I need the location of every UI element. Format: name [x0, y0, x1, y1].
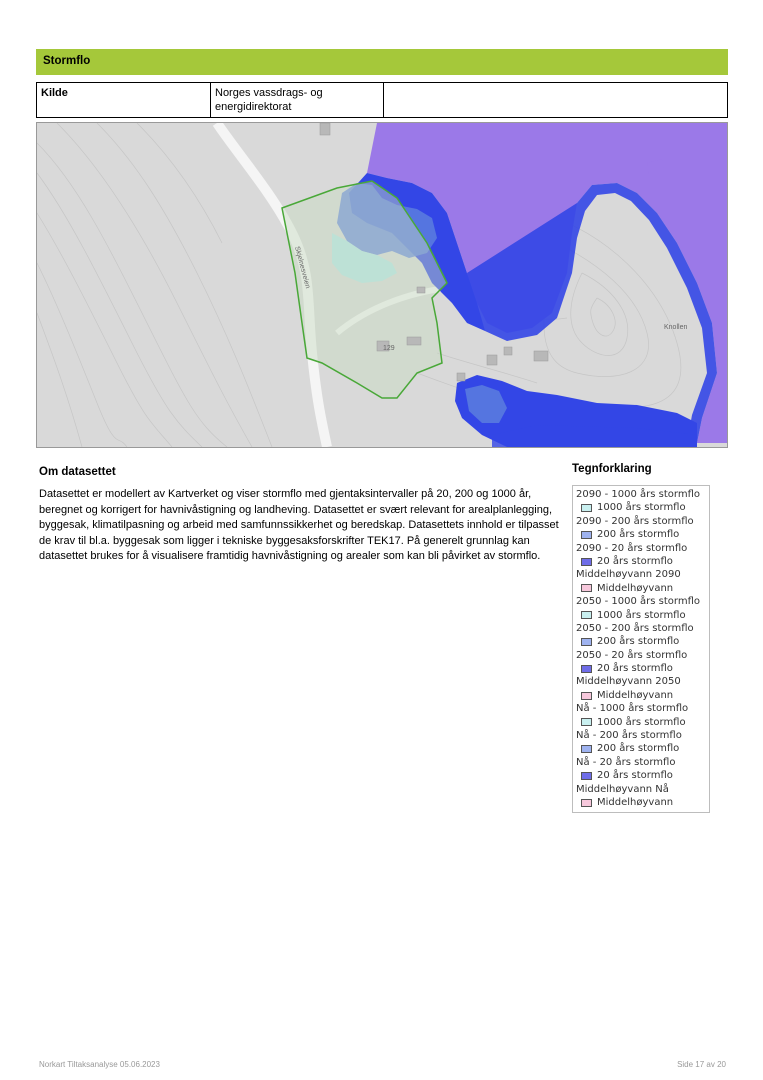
about-text: Datasettet er modellert av Kartverket og viser stormflo med gjentaksintervaller på 20, 200 og 1000 år, beregnet og korrigert for havnivåstigning og landheving. Datasettet er svært relevant for arealplanlegging, byggesak, klimatilpasning og arbeid med samfunnssikkerhet og beredskap. Datasettets innhold er tilpasset de krav til bl.a. byggesak som ligger i tekniske byggesaksforskrifter TEK17. På generelt grunnlag kan datasettet brukes for å visualisere framtidig havnivåstigning og arealer som kan bli påvirket av stormflo.	[39, 488, 559, 562]
legend-swatch	[581, 718, 592, 726]
legend-item-label: 200 års stormflo	[597, 636, 680, 648]
legend-group-header: Middelhøyvann 2090	[576, 569, 681, 581]
source-table	[36, 82, 728, 118]
legend-swatch	[581, 531, 592, 539]
legend-item-label: 1000 års stormflo	[597, 502, 686, 514]
legend-item	[576, 742, 709, 755]
legend-item-label: Middelhøyvann	[597, 582, 674, 594]
legend-item-label: 20 års stormflo	[597, 663, 673, 675]
place-label: Knollen	[664, 324, 688, 331]
legend-swatch	[581, 745, 592, 753]
source-extra	[384, 83, 727, 117]
road-label: Skjelnesveien	[293, 245, 312, 290]
legend-group-header: Nå - 20 års stormflo	[576, 756, 676, 768]
legend-group-header: 2090 - 1000 års stormflo	[576, 489, 701, 500]
source-value-line1: Norges vassdrags- og	[215, 87, 323, 99]
legend-group-header: Nå - 200 års stormflo	[576, 730, 682, 742]
legend-swatch	[581, 504, 592, 512]
legend-item	[576, 582, 709, 595]
legend-group-header: Middelhøyvann 2050	[576, 676, 681, 688]
legend-item-label: 1000 års stormflo	[597, 609, 686, 621]
legend-swatch	[581, 799, 592, 807]
legend-item-label: 200 års stormflo	[597, 529, 680, 541]
legend-group-header: Middelhøyvann Nå	[576, 783, 669, 795]
legend-swatch	[581, 665, 592, 673]
footer-left: Norkart Tiltaksanalyse 05.06.2023	[39, 1060, 160, 1069]
source-value-line2: energidirektorat	[215, 101, 292, 113]
map-canvas	[37, 123, 727, 447]
legend-group-header: 2050 - 200 års stormflo	[576, 622, 694, 634]
legend-item-label: 1000 års stormflo	[597, 716, 686, 728]
legend-item	[576, 689, 709, 702]
legend-item-label: Middelhøyvann	[597, 796, 674, 808]
legend-group-header: 2090 - 200 års stormflo	[576, 515, 694, 527]
legend-item	[576, 662, 709, 675]
legend-item	[576, 716, 709, 729]
legend-item	[576, 635, 709, 648]
legend-item-label: 200 års stormflo	[597, 743, 680, 755]
legend-item	[576, 769, 709, 782]
address-number: 129	[383, 345, 395, 352]
legend-item	[576, 501, 709, 514]
legend-box	[572, 485, 710, 813]
legend-item-label: Middelhøyvann	[597, 689, 674, 701]
legend-swatch	[581, 692, 592, 700]
legend-item-label: 20 års stormflo	[597, 770, 673, 782]
legend-item	[576, 796, 709, 809]
legend-group-header: Nå - 1000 års stormflo	[576, 703, 689, 715]
legend-group-header: 2050 - 1000 års stormflo	[576, 596, 701, 608]
source-value	[211, 83, 384, 117]
legend-item	[576, 528, 709, 541]
footer-right: Side 17 av 20	[677, 1060, 726, 1069]
about-title: Om datasettet	[39, 466, 116, 478]
legend-swatch	[581, 584, 592, 592]
legend-swatch	[581, 558, 592, 566]
legend-item	[576, 555, 709, 568]
legend-swatch	[581, 611, 592, 619]
legend-item	[576, 609, 709, 622]
legend-title: Tegnforklaring	[572, 463, 652, 475]
legend-group-header: 2050 - 20 års stormflo	[576, 649, 688, 661]
legend-group-header: 2090 - 20 års stormflo	[576, 542, 688, 554]
legend-swatch	[581, 772, 592, 780]
legend-swatch	[581, 638, 592, 646]
section-title-bar	[36, 49, 728, 75]
legend-item-label: 20 års stormflo	[597, 555, 673, 567]
source-label: Kilde	[37, 83, 211, 117]
section-title: Stormflo	[43, 55, 91, 67]
storm-surge-map	[36, 122, 728, 448]
